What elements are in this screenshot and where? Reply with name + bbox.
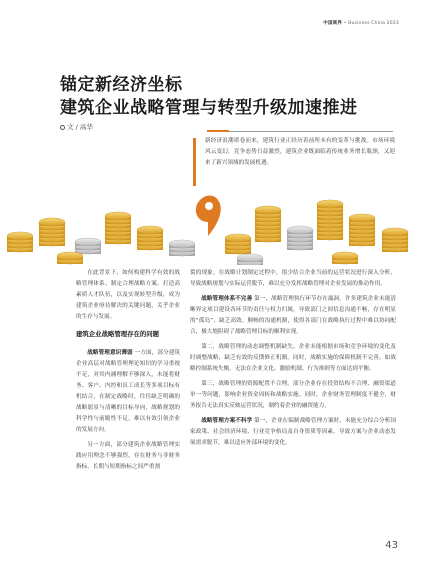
paragraph-body: 第一，战略管理执行环节存在漏洞。许多建筑企业未能清晰界定项目建设各环节的责任与权力归属，导致部门之间信息沟通不畅，存在明显的“孤岛”、缺乏高效、顺畅的沟通机制，使得各部门在战略执行过程中难以协同配合，极大地阻碍了战略管理目标的顺利实现。 bbox=[190, 296, 396, 335]
accent-rule bbox=[207, 130, 229, 132]
coin-stack-icon bbox=[255, 206, 281, 242]
running-header bbox=[323, 20, 399, 26]
coin-stack-icon bbox=[237, 254, 263, 265]
byline bbox=[60, 122, 93, 131]
coin-stack-icon bbox=[332, 252, 358, 264]
coin-stack-icon bbox=[287, 226, 313, 250]
location-pin-icon bbox=[196, 196, 221, 237]
paragraph-body: 第一，企业在编制战略管理方案时，未能充分综合分析国家政策、社会经济环境、行业竞争格局及自身资质等因素，导致方案与企业动态发展需求脱节，难以适应外部环境的变化。 bbox=[190, 418, 396, 446]
paragraph: 另一方面，部分建筑企业战略管理实践应用理念不够强烈，存在财务与非财务指标、长期与短期指标之间严重割 bbox=[76, 442, 180, 470]
coins-illustration bbox=[0, 170, 427, 265]
page-number: 43 bbox=[385, 540, 398, 551]
paragraph: 第二，战略管理的动态调整机制缺失。企业未能根据市场和竞争环境的变化及时调整战略，缺乏有效的反馈修正机制。同时，战略实施的保障机制不完善，如战略控制系统失衡，无法在企业文化、激励机制、行为准则等方面达到平衡。 bbox=[190, 344, 396, 372]
paragraph: 第三，战略管理的资源配置不合理。部分企业存在投资结构不合理、融资渠道单一等问题，影响企业资金周转和战略实施。同时，企业财务管理制度不健全，财务报告无法真实反映运营状况，制约着企业的融资能力。 bbox=[190, 381, 396, 409]
section-heading: 建筑企业战略管理存在的问题 bbox=[76, 330, 160, 338]
abstract-text: 新经济浪潮席卷而来，建筑行业正经历着前所未有的变革与挑战。市场环境风云变幻，竞争态势日益激烈，建筑企业既面临着传统业务增长瓶颈，又迎来了新兴领域的发展机遇。 bbox=[205, 138, 395, 166]
coin-stack-icon bbox=[137, 226, 163, 250]
paragraph bbox=[190, 294, 396, 338]
title-line-2: 建筑企业战略管理与转型升级加速推进 bbox=[60, 98, 358, 118]
article-title bbox=[60, 74, 358, 120]
paragraph bbox=[190, 416, 396, 449]
title-line-1: 锚定新经济坐标 bbox=[60, 75, 183, 95]
left-column bbox=[76, 268, 180, 477]
coin-stack-icon bbox=[57, 252, 83, 264]
coin-stack-icon bbox=[382, 228, 408, 252]
coin-stack-icon bbox=[225, 234, 251, 254]
coin-stack-icon bbox=[349, 214, 375, 246]
author: 文 / 高华 bbox=[67, 123, 93, 131]
coin-stack-icon bbox=[317, 200, 343, 240]
divider-rule bbox=[229, 131, 393, 132]
paragraph: 在此背景下，如何构建科学有效的战略管理体系、制定合理战略方案、打造高素质人才队伍，以及实现转型升级，成为建筑企业亟待解决的关键问题，关乎企业的生存与发展。 bbox=[76, 270, 180, 320]
coin-stack-icon bbox=[169, 240, 195, 256]
paragraph-lead: 战略管理体系不完善 bbox=[201, 296, 253, 302]
paragraph-body: 一方面，部分建筑企业高层对战略管理理论知识的学习重视不足，对其内涵理解不够深入，未能将财务、客户、内控和员工成长等多项目标有机结合，在制定战略时，往往缺乏明确的战略愿景与清晰的目标导向，战略规划的科学性与前瞻性不足，难以有效引领企业的发展方向。 bbox=[76, 350, 180, 433]
paragraph: 裂的现象。在战略计划制定过程中，很少结合企业当前的运营状况进行深入分析，导致战略规划与实际运营脱节，难以充分发挥战略管理对企业发展的推动作用。 bbox=[190, 270, 396, 287]
right-column bbox=[190, 268, 396, 453]
coin-stack-icon bbox=[39, 218, 65, 246]
paragraph-lead: 战略管理意识薄弱 bbox=[87, 350, 133, 356]
paragraph-lead: 战略管理方案不科学 bbox=[201, 418, 253, 424]
issue-label: • Business China 2023 bbox=[342, 21, 399, 26]
circle-icon bbox=[60, 125, 65, 130]
coin-stack-icon bbox=[7, 232, 33, 252]
magazine-name: 中国商界 bbox=[323, 21, 343, 26]
coin-stack-icon bbox=[105, 212, 131, 244]
paragraph bbox=[76, 348, 180, 436]
coin-stack-icon bbox=[75, 238, 101, 254]
